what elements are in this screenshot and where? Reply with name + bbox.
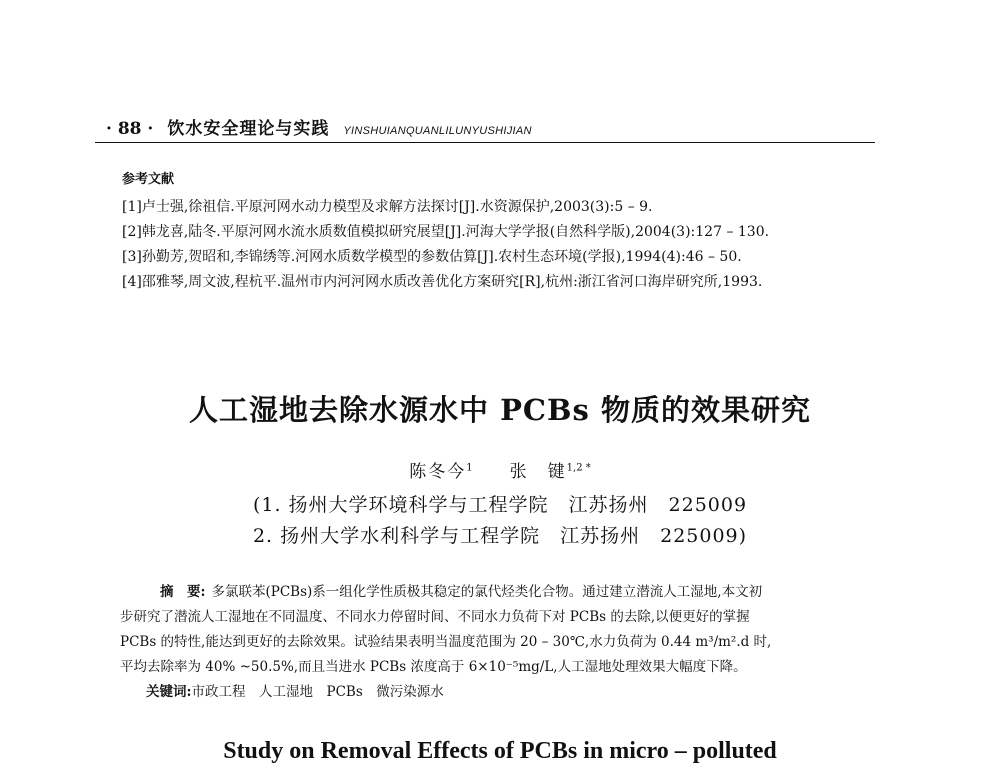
page-number: · 88 ·: [106, 119, 154, 139]
affiliation-line: (1. 扬州大学环境科学与工程学院 江苏扬州 225009: [252, 494, 748, 516]
journal-title-cn: 饮水安全理论与实践: [167, 119, 330, 139]
author-name: 张 键: [509, 462, 567, 482]
reference-item: [2]韩龙喜,陆冬.平原河网水流水质数值模拟研究展望[J].河海大学学报(自然科学版),2004(3):127 – 130.: [122, 224, 770, 240]
keywords-text: 市政工程 人工湿地 PCBs 微污染源水: [191, 684, 444, 700]
abstract-text: 多氯联苯(PCBs)系一组化学性质极其稳定的氯代烃类化合物。通过建立潜流人工湿地,本文初: [211, 584, 763, 600]
reference-item: [1]卢士强,徐祖信.平原河网水动力模型及求解方法探讨[J].水资源保护,2003(3):5 – 9.: [122, 199, 653, 215]
abstract-label: 摘 要:: [160, 584, 206, 600]
reference-item: [4]邵雅琴,周文波,程杭平.温州市内河河网水质改善优化方案研究[R],杭州:浙江省河口海岸研究所,1993.: [122, 274, 763, 290]
abstract-section: [120, 580, 860, 705]
abstract-line: [120, 580, 860, 605]
abstract-line: 平均去除率为 40% ~50.5%,而且当进水 PCBs 浓度高于 6×10⁻⁵mg/L,人工湿地处理效果大幅度下降。: [120, 659, 747, 675]
affiliation-line: 2. 扬州大学水利科学与工程学院 江苏扬州 225009): [252, 525, 748, 547]
abstract-line: 步研究了潜流人工湿地在不同温度、不同水力停留时间、不同水力负荷下对 PCBs 的去除,以便更好的掌握: [120, 609, 750, 625]
references-heading: 参考文献: [122, 172, 175, 187]
article-title: 人工湿地去除水源水中 PCBs 物质的效果研究: [189, 393, 811, 427]
references-section: [122, 168, 882, 295]
header-rule: [95, 142, 875, 143]
author-line: [0, 457, 1000, 482]
english-title: Study on Removal Effects of PCBs in micro – polluted: [223, 738, 777, 764]
abstract-line: PCBs 的特性,能达到更好的去除效果。试验结果表明当温度范围为 20 – 30℃,水力负荷为 0.44 m³/m².d 时,: [120, 634, 772, 650]
running-header: [106, 114, 876, 139]
journal-title-pinyin: YINSHUIANQUANLILUNYUSHIJIAN: [343, 125, 532, 137]
keywords-label: 关键词:: [146, 684, 192, 700]
author-affiliation-mark: 1,2 *: [566, 462, 591, 474]
author-affiliation-mark: 1: [466, 462, 473, 474]
author-name: 陈冬今: [409, 462, 467, 482]
reference-item: [3]孙勤芳,贺昭和,李锦绣等.河网水质数学模型的参数估算[J].农村生态环境(学报),1994(4):46 – 50.: [122, 249, 742, 265]
keywords-line: [120, 680, 860, 705]
